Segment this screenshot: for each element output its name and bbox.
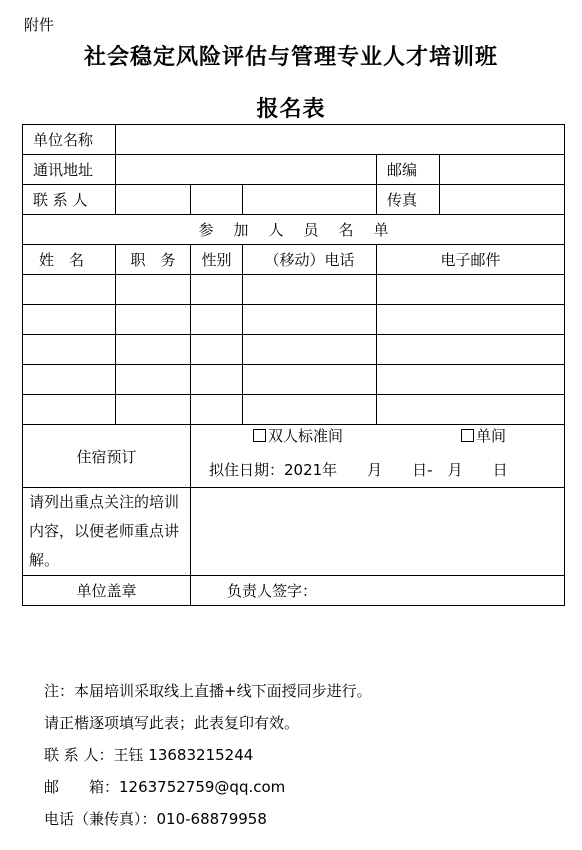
participant-row bbox=[23, 335, 565, 365]
participant-email-cell[interactable] bbox=[377, 335, 565, 365]
accommodation-label: 住宿预订 bbox=[23, 425, 191, 488]
participant-position-cell[interactable] bbox=[116, 305, 191, 335]
column-header-phone: （移动）电话 bbox=[243, 245, 377, 275]
participant-phone-cell[interactable] bbox=[243, 395, 377, 425]
address-row bbox=[23, 155, 565, 185]
participant-email-cell[interactable] bbox=[377, 305, 565, 335]
unit-name-label: 单位名称 bbox=[23, 125, 116, 155]
participant-gender-cell[interactable] bbox=[191, 395, 243, 425]
participant-row bbox=[23, 275, 565, 305]
participant-phone-cell[interactable] bbox=[243, 275, 377, 305]
option-single-room[interactable] bbox=[461, 425, 506, 446]
participant-position-cell[interactable] bbox=[116, 365, 191, 395]
participant-name-cell[interactable] bbox=[23, 335, 116, 365]
contact-field-3[interactable] bbox=[243, 185, 377, 215]
email-line: 邮 箱：1263752759@qq.com bbox=[44, 778, 286, 796]
column-header-gender: 性别 bbox=[191, 245, 243, 275]
signature-label[interactable]: 负责人签字： bbox=[191, 576, 565, 606]
participant-email-cell[interactable] bbox=[377, 275, 565, 305]
unit-name-row bbox=[23, 125, 565, 155]
seal-row bbox=[23, 576, 565, 606]
participants-header-row bbox=[23, 215, 565, 245]
seal-label: 单位盖章 bbox=[23, 576, 191, 606]
postcode-field[interactable] bbox=[440, 155, 565, 185]
fax-field[interactable] bbox=[440, 185, 565, 215]
participant-name-cell[interactable] bbox=[23, 365, 116, 395]
participant-row bbox=[23, 365, 565, 395]
postcode-label: 邮编 bbox=[377, 155, 440, 185]
accommodation-row bbox=[23, 425, 565, 488]
accommodation-options bbox=[191, 425, 565, 488]
contact-row bbox=[23, 185, 565, 215]
option-single-label: 单间 bbox=[476, 427, 507, 445]
participant-email-cell[interactable] bbox=[377, 365, 565, 395]
column-header-position: 职 务 bbox=[116, 245, 191, 275]
participant-position-cell[interactable] bbox=[116, 275, 191, 305]
participant-row bbox=[23, 305, 565, 335]
address-label: 通讯地址 bbox=[23, 155, 116, 185]
phone-fax-line: 电话（兼传真）：010-68879958 bbox=[44, 810, 267, 828]
column-header-email: 电子邮件 bbox=[377, 245, 565, 275]
participant-name-cell[interactable] bbox=[23, 395, 116, 425]
fax-label: 传真 bbox=[377, 185, 440, 215]
participant-phone-cell[interactable] bbox=[243, 365, 377, 395]
form-title: 社会稳定风险评估与管理专业人才培训班 bbox=[83, 45, 498, 70]
participant-gender-cell[interactable] bbox=[191, 275, 243, 305]
notes-block bbox=[44, 675, 372, 835]
contact-field-1[interactable] bbox=[116, 185, 191, 215]
form-subtitle: 报名表 bbox=[256, 97, 326, 122]
participant-name-cell[interactable] bbox=[23, 305, 116, 335]
participants-header: 参加人员名单 bbox=[23, 215, 565, 245]
participant-phone-cell[interactable] bbox=[243, 305, 377, 335]
participant-gender-cell[interactable] bbox=[191, 365, 243, 395]
note-line: 注：本届培训采取线上直播+线下面授同步进行。 bbox=[44, 682, 372, 700]
unit-name-field[interactable] bbox=[116, 125, 565, 155]
training-focus-label: 请列出重点关注的培训内容，以便老师重点讲解。 bbox=[23, 488, 191, 576]
participant-position-cell[interactable] bbox=[116, 335, 191, 365]
training-focus-row bbox=[23, 488, 565, 576]
column-header-row bbox=[23, 245, 565, 275]
stay-dates[interactable]: 拟住日期：2021年 月 日- 月 日 bbox=[209, 461, 508, 479]
training-focus-field[interactable] bbox=[191, 488, 565, 576]
participant-gender-cell[interactable] bbox=[191, 305, 243, 335]
option-double-label: 双人标准间 bbox=[268, 427, 344, 445]
participant-position-cell[interactable] bbox=[116, 395, 191, 425]
participant-gender-cell[interactable] bbox=[191, 335, 243, 365]
contact-label: 联 系 人 bbox=[23, 185, 116, 215]
address-field[interactable] bbox=[116, 155, 377, 185]
registration-form-table bbox=[22, 124, 565, 606]
participant-email-cell[interactable] bbox=[377, 395, 565, 425]
attachment-label: 附件 bbox=[24, 16, 55, 34]
contact-person-line: 联 系 人：王钰 13683215244 bbox=[44, 746, 254, 764]
checkbox-icon[interactable] bbox=[253, 429, 266, 442]
participant-row bbox=[23, 395, 565, 425]
participant-phone-cell[interactable] bbox=[243, 335, 377, 365]
participant-name-cell[interactable] bbox=[23, 275, 116, 305]
note-line: 请正楷逐项填写此表；此表复印有效。 bbox=[44, 714, 300, 732]
checkbox-icon[interactable] bbox=[461, 429, 474, 442]
option-double-room[interactable] bbox=[253, 425, 343, 446]
contact-field-2[interactable] bbox=[191, 185, 243, 215]
column-header-name: 姓 名 bbox=[23, 245, 116, 275]
